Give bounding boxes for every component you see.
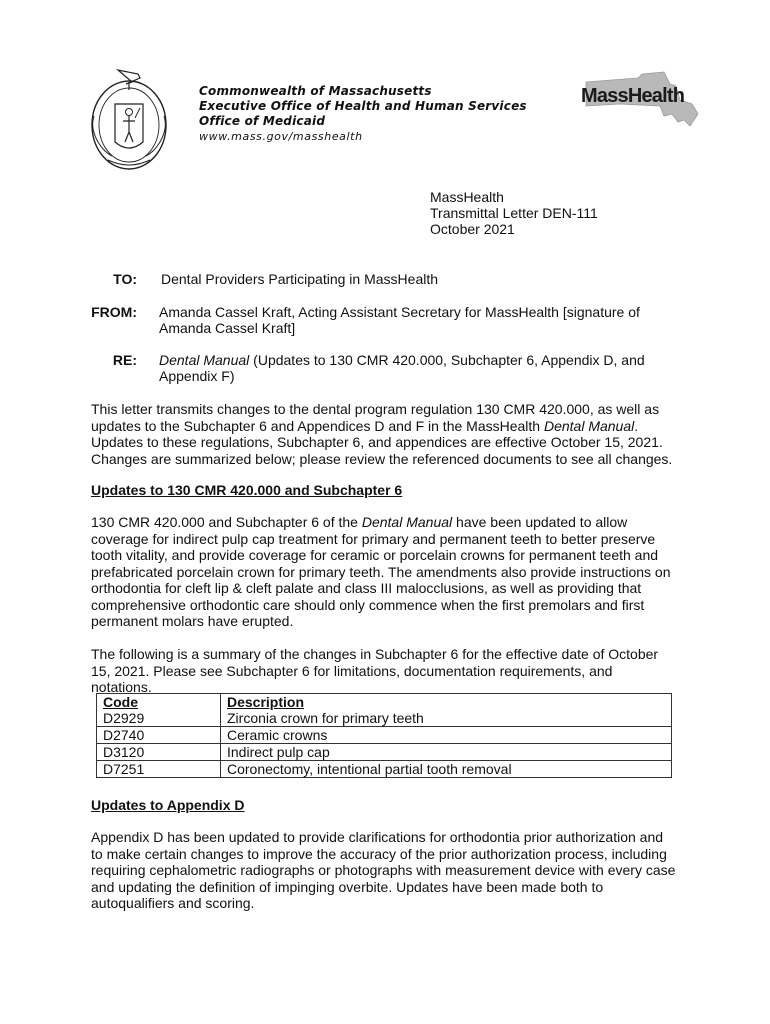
agency-header bbox=[199, 84, 527, 144]
header-code: Code bbox=[97, 694, 221, 711]
section2-heading: Updates to Appendix D bbox=[91, 797, 245, 813]
intro-manual: Dental Manual bbox=[543, 417, 635, 434]
memo-re-label: RE: bbox=[112, 352, 137, 368]
codes-table-header bbox=[97, 694, 672, 711]
table-row bbox=[97, 710, 672, 727]
memo-from-value: Amanda Cassel Kraft, Acting Assistant Secretary for MassHealth [signature of Amanda Cassel Kraft] bbox=[159, 304, 640, 336]
intro-paragraph bbox=[91, 401, 677, 467]
memo-re-manual: Dental Manual bbox=[159, 352, 250, 368]
section1-paragraph2: The following is a summary of the changes in Subchapter 6 for the effective date of October 15, 2021. Please see Subchapter 6 for limitations, documentation requirements, and notations. bbox=[91, 646, 659, 695]
table-row bbox=[97, 744, 672, 761]
section1-paragraph1 bbox=[91, 514, 677, 630]
letter-transmittal: Transmittal Letter DEN-111 bbox=[430, 205, 598, 221]
table-cell-code: D7251 bbox=[97, 761, 221, 778]
section1-p1-manual: Dental Manual bbox=[361, 514, 453, 530]
table-cell-code: D2740 bbox=[97, 727, 221, 744]
codes-table bbox=[96, 693, 672, 778]
massachusetts-seal-icon bbox=[88, 68, 170, 172]
intro-part1: This letter transmits changes to the dental program regulation 130 CMR 420.000, as well as updates to the Subchapter 6 and Appendices D and F in the MassHealth bbox=[91, 401, 660, 434]
header-description: Description bbox=[221, 694, 672, 711]
agency-website: www.mass.gov/masshealth bbox=[199, 130, 363, 143]
letter-info bbox=[430, 189, 598, 237]
table-row bbox=[97, 727, 672, 744]
memo-to-value: Dental Providers Participating in MassHealth bbox=[161, 271, 439, 287]
table-row bbox=[97, 761, 672, 778]
agency-executive-office: Executive Office of Health and Human Services bbox=[199, 99, 527, 113]
section1-heading: Updates to 130 CMR 420.000 and Subchapter 6 bbox=[91, 482, 403, 498]
agency-office-medicaid: Office of Medicaid bbox=[199, 114, 326, 128]
memo-re-value bbox=[159, 352, 659, 384]
section2-paragraph: Appendix D has been updated to provide clarifications for orthodontia prior authorization and to make certain changes to improve the accuracy of the prior authorization process, including requiring cephalometric radiographs or photographs with measurement device with every case and updating the definition of impinging overbite. Updates have been made both to autoqualifiers and scoring. bbox=[91, 829, 676, 911]
table-cell-code: D2929 bbox=[97, 710, 221, 727]
agency-commonwealth: Commonwealth of Massachusetts bbox=[199, 84, 432, 98]
table-cell-description: Ceramic crowns bbox=[221, 727, 672, 744]
memo-to-label: TO: bbox=[113, 271, 137, 287]
letter-program: MassHealth bbox=[430, 189, 504, 205]
section1-p1-part2: have been updated to allow coverage for indirect pulp cap treatment for primary and permanent teeth to better preserve tooth vitality, and provide coverage for ceramic or porcelain crowns for permanent teeth and prefabricated porcelain crown for primary teeth. The amendments also provide instructions on orthodontia for cleft lip & cleft palate and class III malocclusions, as well as providing that comprehensive orthodontic care should only commence when the first premolars and first permanent molars have erupted. bbox=[91, 514, 671, 629]
intro-part2: . Updates to these regulations, Subchapter 6, and appendices are effective October 15, 2021. Changes are summarized below; please review the referenced documents to see all changes. bbox=[91, 417, 673, 467]
letter-date: October 2021 bbox=[430, 221, 515, 237]
table-cell-description: Coronectomy, intentional partial tooth removal bbox=[221, 761, 672, 778]
table-cell-description: Indirect pulp cap bbox=[221, 744, 672, 761]
table-cell-code: D3120 bbox=[97, 744, 221, 761]
memo-from-label: FROM: bbox=[91, 304, 137, 320]
memo-re-text: (Updates to 130 CMR 420.000, Subchapter 6, Appendix D, and Appendix F) bbox=[159, 352, 645, 384]
masshealth-logo-text: MassHealth bbox=[581, 85, 685, 107]
table-cell-description: Zirconia crown for primary teeth bbox=[221, 710, 672, 727]
section1-p1-part1: 130 CMR 420.000 and Subchapter 6 of the bbox=[91, 514, 362, 530]
